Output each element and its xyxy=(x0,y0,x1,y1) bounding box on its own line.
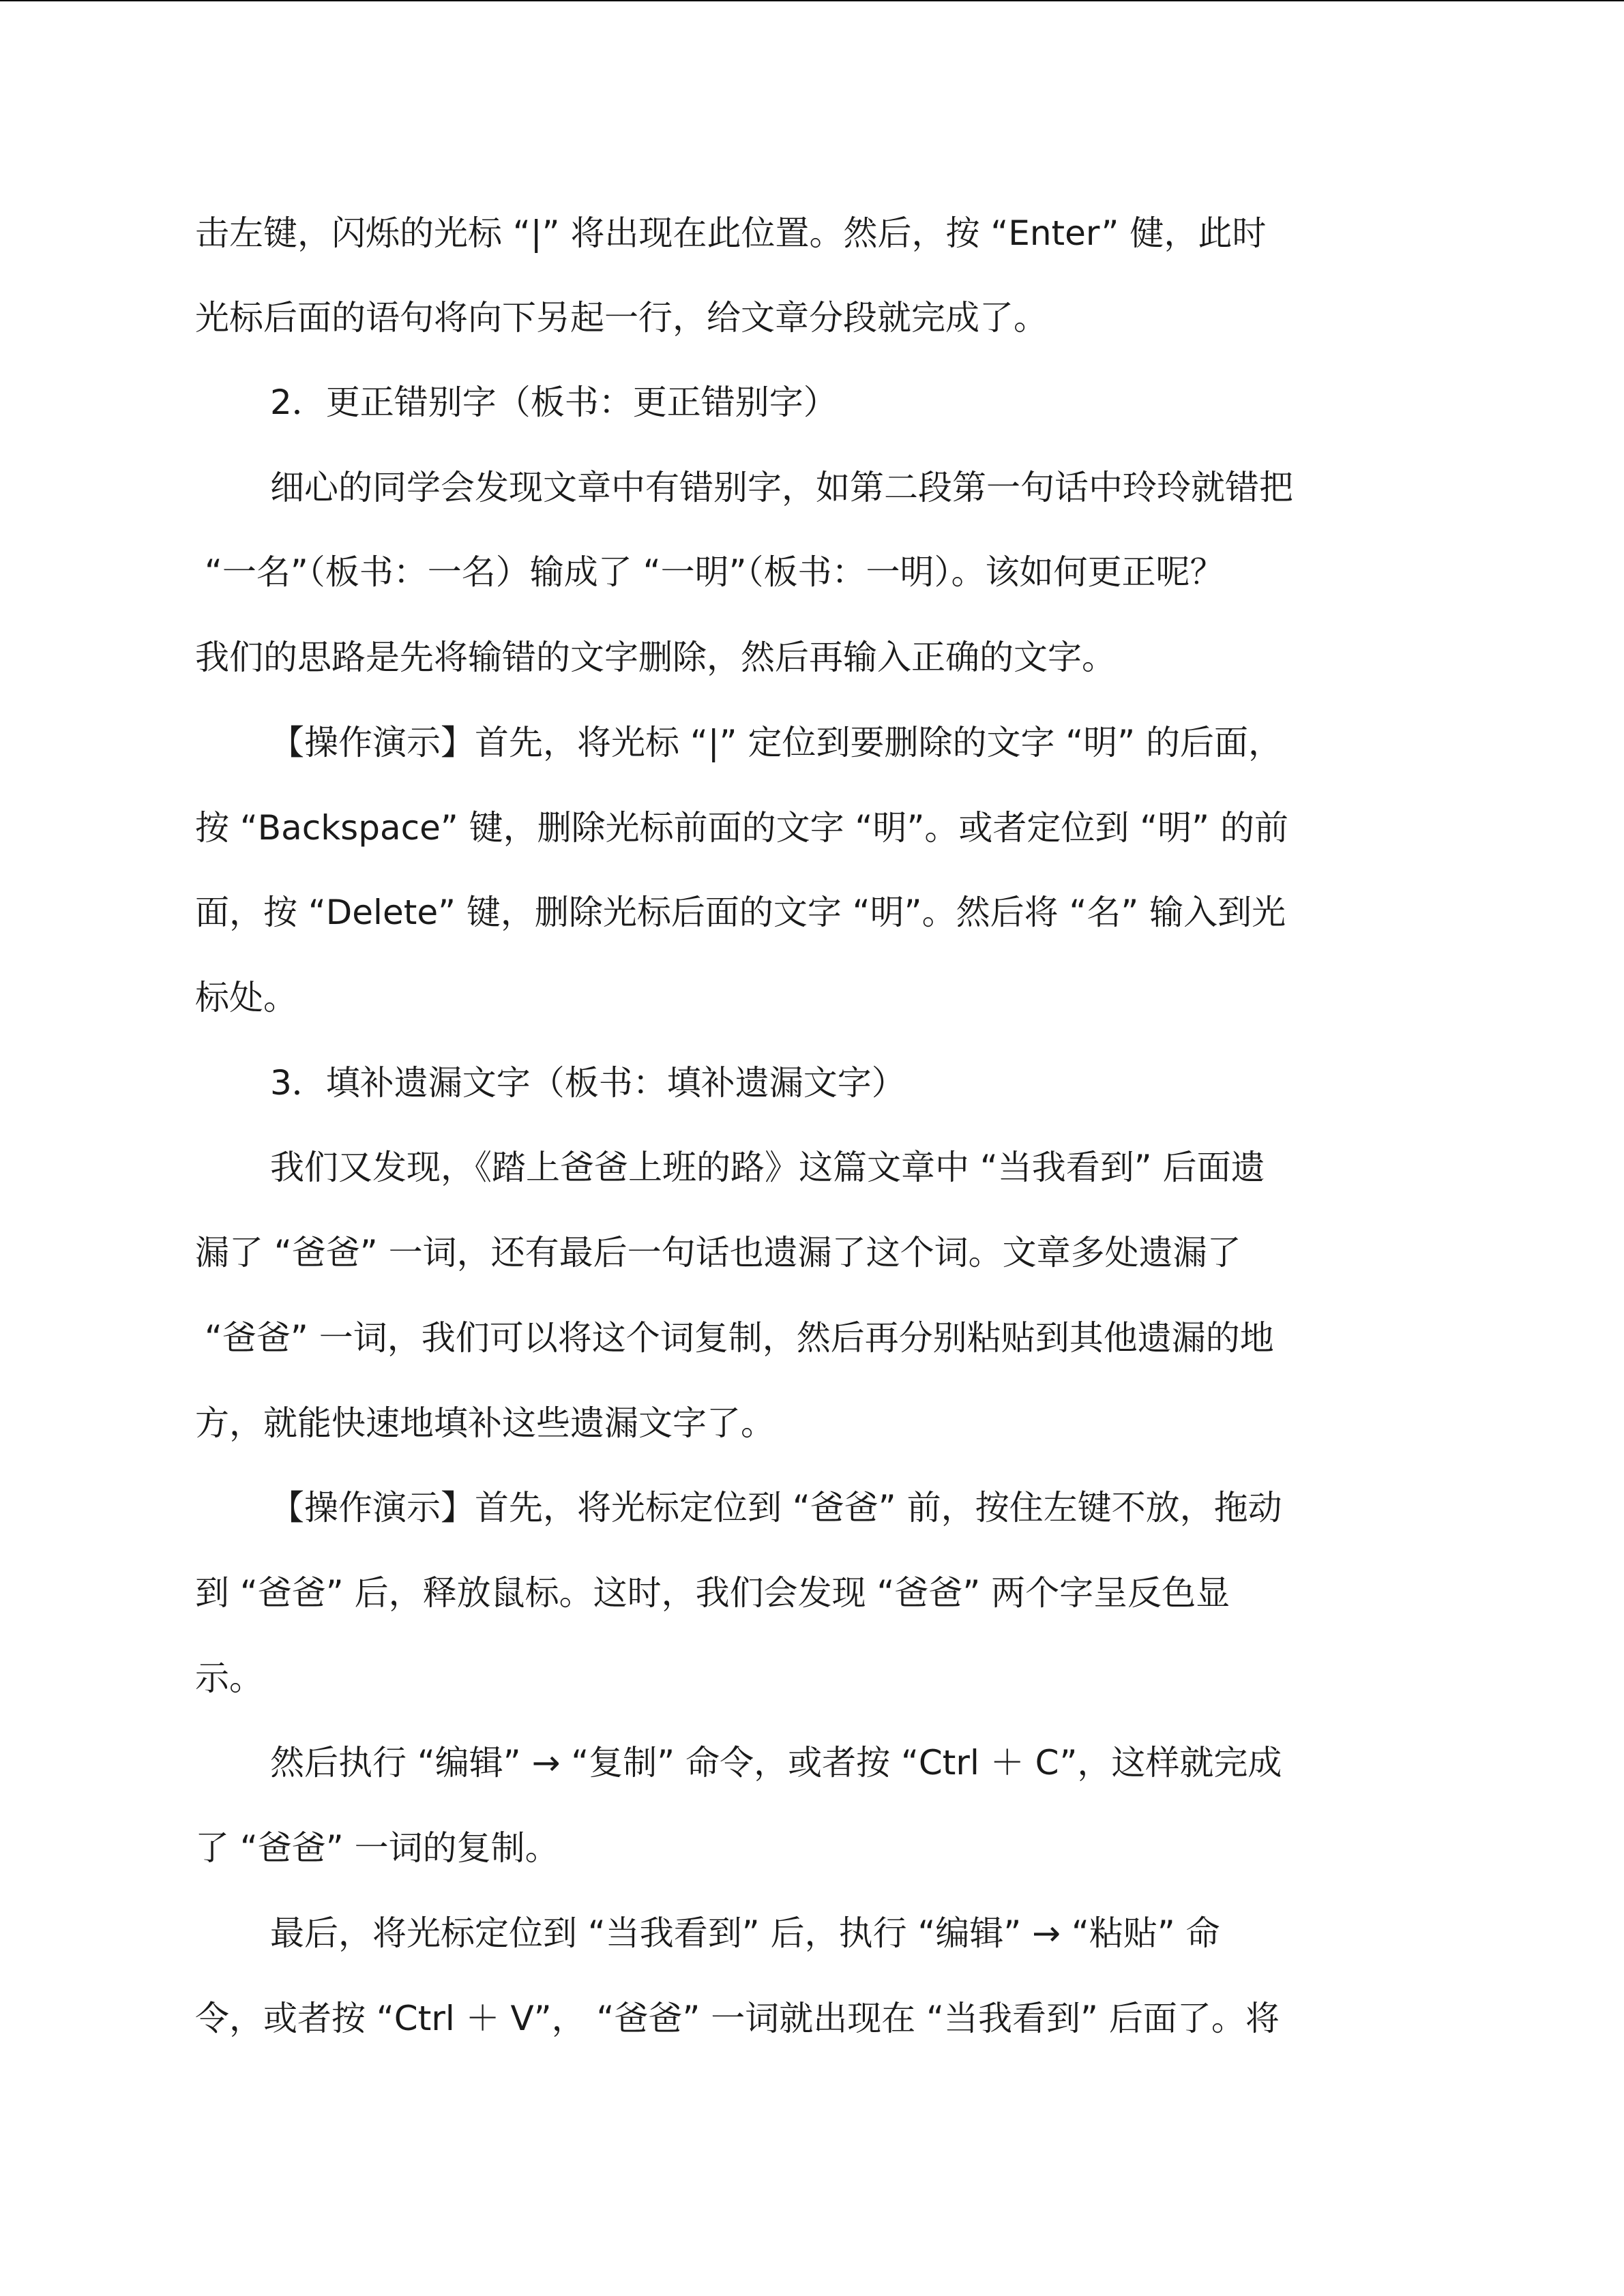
text-line: 【操作演示】首先，将光标 “|” 定位到要删除的文字 “明” 的后面， xyxy=(270,723,1283,762)
text-line: “爸爸” 一词，我们可以将这个词复制，然后再分别粘贴到其他遗漏的地 xyxy=(205,1318,1274,1358)
text-line: 了 “爸爸” 一词的复制。 xyxy=(195,1828,559,1868)
text-line: “一名”（板书：一名）输成了 “一明”（板书：一明）。该如何更正呢？ xyxy=(205,552,1224,592)
section-heading: 2．更正错别字（板书：更正错别字） xyxy=(270,383,838,422)
text-line: 然后执行 “编辑” → “复制” 命令，或者按 “Ctrl ＋ C”，这样就完成 xyxy=(270,1743,1282,1783)
text-line: 标处。 xyxy=(195,978,297,1017)
text-line: 我们的思路是先将输错的文字删除，然后再输入正确的文字。 xyxy=(195,638,1116,677)
text-line: 到 “爸爸” 后，释放鼠标。这时，我们会发现 “爸爸” 两个字呈反色显 xyxy=(195,1573,1230,1613)
text-line: 击左键，闪烁的光标 “|” 将出现在此位置。然后，按 “Enter” 健，此时 xyxy=(195,213,1267,253)
text-line: 我们又发现，《踏上爸爸上班的路》这篇文章中 “当我看到” 后面遗 xyxy=(270,1148,1265,1187)
text-line: 【操作演示】首先，将光标定位到 “爸爸” 前，按住左键不放，拖动 xyxy=(270,1488,1282,1527)
text-line: 细心的同学会发现文章中有错别字，如第二段第一句话中玲玲就错把 xyxy=(270,468,1293,507)
text-line: 面，按 “Delete” 键，删除光标后面的文字 “明”。然后将 “名” 输入到光 xyxy=(195,893,1286,932)
text-line: 最后，将光标定位到 “当我看到” 后，执行 “编辑” → “粘贴” 命 xyxy=(270,1913,1220,1953)
text-line: 方，就能快速地填补这些遗漏文字了。 xyxy=(195,1403,775,1443)
text-line: 按 “Backspace” 键，删除光标前面的文字 “明”。或者定位到 “明” 的前 xyxy=(195,808,1288,848)
text-line: 漏了 “爸爸” 一词，还有最后一句话也遗漏了这个词。文章多处遗漏了 xyxy=(195,1233,1241,1272)
text-line: 令，或者按 “Ctrl ＋ V”， “爸爸” 一词就出现在 “当我看到” 后面了。将 xyxy=(195,1999,1280,2038)
text-line: 示。 xyxy=(195,1658,263,1698)
text-line: 光标后面的语句将向下另起一行，给文章分段就完成了。 xyxy=(195,298,1048,338)
section-heading: 3．填补遗漏文字（板书：填补遗漏文字） xyxy=(270,1063,906,1103)
